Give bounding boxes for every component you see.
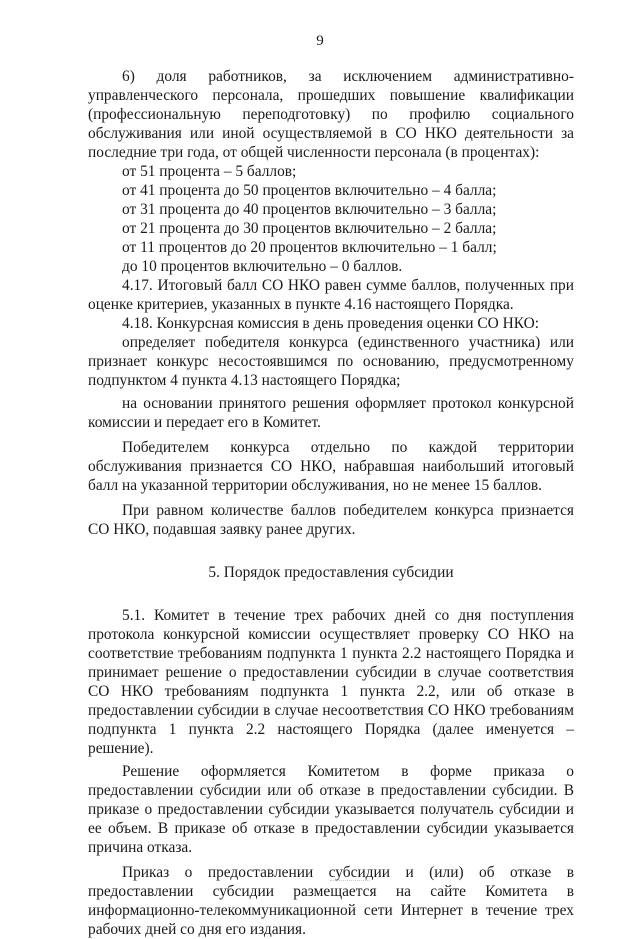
score-scale-line: от 31 процента до 40 процентов включительно – 3 балла; bbox=[122, 201, 497, 218]
scan-artifact bbox=[330, 880, 370, 882]
paragraph-5-1: 5.1. Комитет в течение трех рабочих дней со дня поступления протокола конкурсной комиссии осуществляет проверку СО НКО на соответствие требованиям подпункта 1 пункта 2.2 настоящего Порядка и принимает решение о предоставлении субсидии в случае соответствия СО НКО требованиям подпункта 1 пункта 2.2, или об отказе в предоставлении субсидии в случае несоответствия СО НКО требованиям подпункта 1 пункта 2.2 настоящего Порядка (далее именуется – решение). bbox=[88, 607, 574, 757]
score-scale-list bbox=[88, 162, 574, 276]
section-heading: 5. Порядок предоставления субсидии bbox=[208, 564, 454, 581]
paragraph-equal-score: При равном количестве баллов победителем конкурса признается СО НКО, подавшая заявку ранее других. bbox=[88, 502, 574, 538]
paragraph-4-18: 4.18. Конкурсная комиссия в день проведения оценки СО НКО: bbox=[122, 315, 539, 332]
paragraph-item-6: 6) доля работников, за исключением административно-управленческого персонала, прошедших повышение квалификации (профессиональную переподготовку) по профилю социального обслуживания или иной осуществляемой в СО НКО деятельности за последние три года, от общей численности персонала (в процентах): bbox=[88, 68, 574, 161]
document-body bbox=[88, 67, 574, 939]
score-scale-line: от 51 процента – 5 баллов; bbox=[122, 163, 297, 180]
paragraph-winner: Победителем конкурса отдельно по каждой территории обслуживания признается СО НКО, набравшая наибольший итоговый балл на указанной территории обслуживания, но не менее 15 баллов. bbox=[88, 439, 574, 494]
paragraph-determines-winner: определяет победителя конкурса (единственного участника) или признает конкурс несостоявшимся по основанию, предусмотренному подпунктом 4 пункта 4.13 настоящего Порядка; bbox=[88, 334, 574, 389]
paragraph-decision: Решение оформляется Комитетом в форме приказа о предоставлении субсидии или об отказе в предоставлении субсидии. В приказе о предоставлении субсидии указывается получатель субсидии и ее объем. В приказе об отказе в предоставлении субсидии указывается причина отказа. bbox=[88, 763, 574, 856]
paragraph-protocol: на основании принятого решения оформляет протокол конкурсной комиссии и передает его в Комитет. bbox=[88, 395, 574, 431]
score-scale-line: от 41 процента до 50 процентов включительно – 4 балла; bbox=[122, 182, 497, 199]
score-scale-line: до 10 процентов включительно – 0 баллов. bbox=[122, 258, 403, 275]
score-scale-line: от 21 процента до 30 процентов включительно – 2 балла; bbox=[122, 220, 497, 237]
score-scale-line: от 11 процентов до 20 процентов включительно – 1 балл; bbox=[122, 239, 497, 256]
page-number: 9 bbox=[316, 33, 324, 49]
paragraph-order-publication: Приказ о предоставлении субсидии и (или) об отказе в предоставлении субсидии размещается на сайте Комитета в информационно-телекоммуникационной сети Интернет в течение трех рабочих дней со дня его издания. bbox=[88, 864, 574, 938]
paragraph-4-17: 4.17. Итоговый балл СО НКО равен сумме баллов, полученных при оценке критериев, указанных в пункте 4.16 настоящего Порядка. bbox=[88, 277, 574, 313]
